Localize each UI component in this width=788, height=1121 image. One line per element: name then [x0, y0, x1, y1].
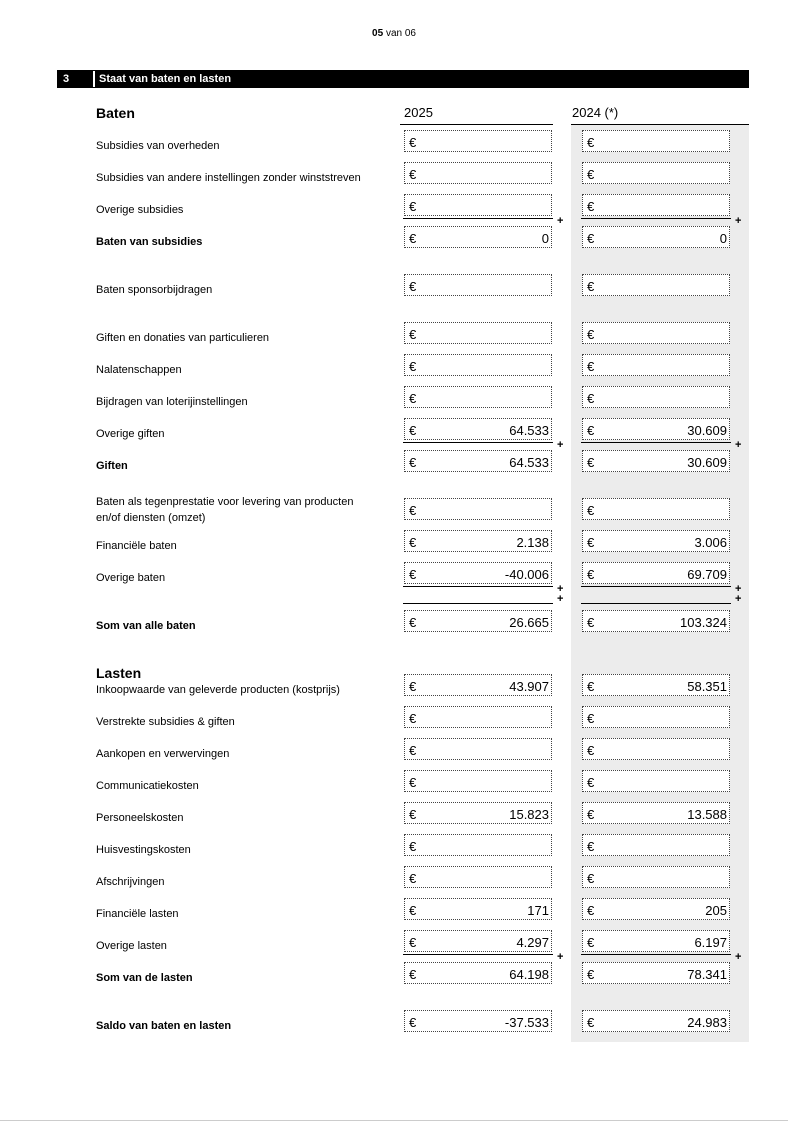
row-label-text: Inkoopwaarde van geleverde producten (kostprijs): [96, 684, 340, 696]
amount-field-2024: [582, 530, 730, 552]
euro-sign: €: [409, 231, 417, 246]
amount-field-2025: [404, 354, 552, 376]
euro-sign: €: [409, 967, 417, 982]
row-label-text: Aankopen en verwervingen: [96, 748, 230, 760]
amount-field-2024: [582, 802, 730, 824]
euro-sign: €: [409, 567, 417, 582]
amount-field-2024: [582, 706, 730, 728]
amount-field-2025: [404, 322, 552, 344]
row-label-text: Baten sponsorbijdragen: [96, 284, 213, 296]
euro-sign: €: [587, 935, 595, 950]
euro-sign: €: [409, 1015, 417, 1030]
amount-field-2024: [582, 194, 730, 216]
euro-sign: €: [587, 903, 595, 918]
column-header-2025: 2025: [404, 105, 433, 120]
amount-field-2025: [404, 802, 552, 824]
row-label-text: Nalatenschappen: [96, 364, 182, 376]
row-label-text: Communicatiekosten: [96, 780, 199, 792]
amount-field-2025: [404, 930, 552, 952]
amount-value: 24.983: [687, 1015, 727, 1030]
amount-value: 2.138: [516, 535, 549, 550]
amount-field-2025: [404, 898, 552, 920]
lasten-row-label: [96, 810, 183, 826]
amount-value: 64.533: [509, 455, 549, 470]
lasten-row-label: [96, 778, 199, 794]
baten-row-label: [96, 170, 361, 186]
euro-sign: €: [409, 615, 417, 630]
euro-sign: €: [409, 871, 417, 886]
amount-field-2025: [404, 162, 552, 184]
euro-sign: €: [409, 423, 417, 438]
page-current: 05: [372, 28, 384, 39]
amount-field-2025: [404, 450, 552, 472]
lasten-row-label: [96, 682, 340, 698]
euro-sign: €: [409, 903, 417, 918]
amount-field-2024: [582, 274, 730, 296]
amount-field-2024: [582, 770, 730, 792]
baten-heading: Baten: [96, 105, 135, 121]
row-label-text: Overige giften: [96, 428, 165, 440]
amount-value: 69.709: [687, 567, 727, 582]
row-label-text: Saldo van baten en lasten: [96, 1020, 232, 1032]
euro-sign: €: [409, 199, 417, 214]
amount-value: 3.006: [694, 535, 727, 550]
plus-sign: +: [557, 593, 564, 605]
amount-field-2025: [404, 130, 552, 152]
amount-field-2025: [404, 962, 552, 984]
baten-row-label: [96, 458, 128, 474]
row-label-text: Som van de lasten: [96, 972, 193, 984]
euro-sign: €: [409, 391, 417, 406]
amount-field-2024: [582, 930, 730, 952]
euro-sign: €: [409, 743, 417, 758]
plus-sign: +: [735, 583, 742, 595]
subtotal-line: [403, 586, 553, 587]
row-label-text: Giften en donaties van particulieren: [96, 332, 270, 344]
euro-sign: €: [587, 775, 595, 790]
amount-field-2024: [582, 738, 730, 760]
euro-sign: €: [409, 135, 417, 150]
amount-field-2024: [582, 834, 730, 856]
plus-sign: +: [557, 215, 564, 227]
amount-field-2024: [582, 226, 730, 248]
total-line: [581, 603, 731, 604]
lasten-row-label: [96, 874, 164, 890]
page-total: van 06: [385, 28, 416, 39]
row-label-text: Verstrekte subsidies & giften: [96, 716, 235, 728]
baten-row-label: [96, 138, 220, 154]
column-header-underline: [400, 124, 553, 125]
lasten-row-label: [96, 906, 179, 922]
amount-value: 78.341: [687, 967, 727, 982]
euro-sign: €: [587, 503, 595, 518]
euro-sign: €: [587, 279, 595, 294]
subtotal-line: [403, 218, 553, 219]
amount-field-2024: [582, 418, 730, 440]
amount-value: 15.823: [509, 807, 549, 822]
lasten-row-label: [96, 938, 167, 954]
lasten-heading: Lasten: [96, 665, 142, 681]
amount-value: 64.533: [509, 423, 549, 438]
plus-sign: +: [735, 215, 742, 227]
amount-field-2025: [404, 738, 552, 760]
amount-field-2025: [404, 866, 552, 888]
row-label-text-line2: en/of diensten (omzet): [96, 512, 206, 524]
amount-field-2024: [582, 562, 730, 584]
section-number: 3: [63, 73, 70, 85]
baten-row-label: [96, 570, 165, 586]
row-label-text: Overige lasten: [96, 940, 167, 952]
euro-sign: €: [587, 1015, 595, 1030]
amount-field-2024: [582, 866, 730, 888]
baten-row-label: [96, 618, 196, 634]
amount-field-2025: [404, 610, 552, 632]
baten-row-label: [96, 538, 177, 554]
row-label-text: Personeelskosten: [96, 812, 184, 824]
euro-sign: €: [587, 567, 595, 582]
amount-field-2024: [582, 450, 730, 472]
row-label-text: Huisvestingskosten: [96, 844, 191, 856]
row-label-text: Baten van subsidies: [96, 236, 203, 248]
row-label-text: Subsidies van andere instellingen zonder winststreven: [96, 172, 361, 184]
plus-sign: +: [557, 951, 564, 963]
amount-value: 0: [719, 231, 727, 246]
euro-sign: €: [587, 167, 595, 182]
subtotal-line: [403, 442, 553, 443]
euro-sign: €: [409, 455, 417, 470]
euro-sign: €: [587, 871, 595, 886]
row-label-text: Financiële lasten: [96, 908, 179, 920]
row-label-text: Baten als tegenprestatie voor levering van producten: [96, 496, 354, 508]
amount-value: -40.006: [504, 567, 549, 582]
lasten-row-label: [96, 746, 229, 762]
euro-sign: €: [409, 279, 417, 294]
plus-sign: +: [735, 439, 742, 451]
amount-field-2024: [582, 962, 730, 984]
subtotal-line: [581, 442, 731, 443]
amount-field-2024: [582, 1010, 730, 1032]
euro-sign: €: [587, 967, 595, 982]
plus-sign: +: [557, 583, 564, 595]
euro-sign: €: [587, 535, 595, 550]
amount-field-2024: [582, 498, 730, 520]
amount-value: 0: [541, 231, 549, 246]
euro-sign: €: [587, 711, 595, 726]
column-header-underline: [571, 124, 749, 125]
amount-value: 205: [705, 903, 727, 918]
plus-sign: +: [557, 439, 564, 451]
row-label-text: Subsidies van overheden: [96, 140, 220, 152]
subtotal-line: [403, 954, 553, 955]
euro-sign: €: [409, 327, 417, 342]
lasten-row-label: [96, 970, 193, 986]
euro-sign: €: [409, 775, 417, 790]
euro-sign: €: [409, 839, 417, 854]
amount-field-2025: [404, 418, 552, 440]
amount-field-2024: [582, 386, 730, 408]
amount-value: 171: [527, 903, 549, 918]
baten-row-label: [96, 282, 212, 298]
euro-sign: €: [409, 503, 417, 518]
baten-row-label: [96, 426, 164, 442]
lasten-row-label: [96, 714, 235, 730]
amount-field-2024: [582, 130, 730, 152]
euro-sign: €: [587, 199, 595, 214]
section-header: [57, 70, 749, 88]
baten-row-label: [96, 494, 353, 526]
lasten-row-label: [96, 1018, 231, 1034]
row-label-text: Giften: [96, 460, 128, 472]
row-label-text: Som van alle baten: [96, 620, 196, 632]
baten-row-label: [96, 362, 182, 378]
amount-value: -37.533: [504, 1015, 549, 1030]
euro-sign: €: [409, 935, 417, 950]
row-label-text: Afschrijvingen: [96, 876, 165, 888]
subtotal-line: [581, 218, 731, 219]
euro-sign: €: [409, 535, 417, 550]
amount-field-2025: [404, 498, 552, 520]
euro-sign: €: [587, 231, 595, 246]
amount-field-2025: [404, 562, 552, 584]
amount-field-2024: [582, 162, 730, 184]
column-header-2024: 2024 (*): [572, 105, 619, 120]
amount-field-2025: [404, 530, 552, 552]
amount-field-2024: [582, 354, 730, 376]
plus-sign: +: [735, 593, 742, 605]
amount-field-2024: [582, 674, 730, 696]
euro-sign: €: [587, 391, 595, 406]
amount-value: 4.297: [516, 935, 549, 950]
baten-row-label: [96, 202, 183, 218]
amount-value: 30.609: [687, 455, 727, 470]
amount-value: 43.907: [509, 679, 549, 694]
amount-field-2025: [404, 1010, 552, 1032]
baten-row-label: [96, 394, 248, 410]
row-label-text: Financiële baten: [96, 540, 177, 552]
subtotal-line: [581, 954, 731, 955]
euro-sign: €: [409, 359, 417, 374]
plus-sign: +: [735, 951, 742, 963]
total-line: [403, 603, 553, 604]
amount-value: 13.588: [687, 807, 727, 822]
amount-field-2025: [404, 226, 552, 248]
amount-field-2025: [404, 770, 552, 792]
page-number: [0, 28, 788, 39]
amount-field-2025: [404, 194, 552, 216]
euro-sign: €: [587, 839, 595, 854]
amount-field-2024: [582, 322, 730, 344]
subtotal-line: [581, 586, 731, 587]
euro-sign: €: [587, 679, 595, 694]
amount-field-2025: [404, 386, 552, 408]
amount-field-2025: [404, 274, 552, 296]
euro-sign: €: [587, 359, 595, 374]
euro-sign: €: [409, 711, 417, 726]
amount-value: 26.665: [509, 615, 549, 630]
amount-value: 30.609: [687, 423, 727, 438]
row-label-text: Overige subsidies: [96, 204, 184, 216]
amount-field-2024: [582, 898, 730, 920]
baten-row-label: [96, 234, 202, 250]
euro-sign: €: [587, 615, 595, 630]
baten-row-label: [96, 330, 269, 346]
amount-field-2025: [404, 834, 552, 856]
euro-sign: €: [587, 135, 595, 150]
amount-value: 103.324: [680, 615, 727, 630]
row-label-text: Overige baten: [96, 572, 166, 584]
amount-value: 6.197: [694, 935, 727, 950]
euro-sign: €: [587, 807, 595, 822]
euro-sign: €: [587, 423, 595, 438]
row-label-text: Bijdragen van loterijinstellingen: [96, 396, 248, 408]
amount-value: 64.198: [509, 967, 549, 982]
lasten-row-label: [96, 842, 191, 858]
euro-sign: €: [587, 327, 595, 342]
section-divider: [93, 71, 95, 87]
amount-field-2025: [404, 674, 552, 696]
euro-sign: €: [409, 807, 417, 822]
amount-field-2025: [404, 706, 552, 728]
euro-sign: €: [587, 743, 595, 758]
section-title: Staat van baten en lasten: [99, 73, 232, 85]
euro-sign: €: [587, 455, 595, 470]
amount-field-2024: [582, 610, 730, 632]
euro-sign: €: [409, 679, 417, 694]
euro-sign: €: [409, 167, 417, 182]
amount-value: 58.351: [687, 679, 727, 694]
